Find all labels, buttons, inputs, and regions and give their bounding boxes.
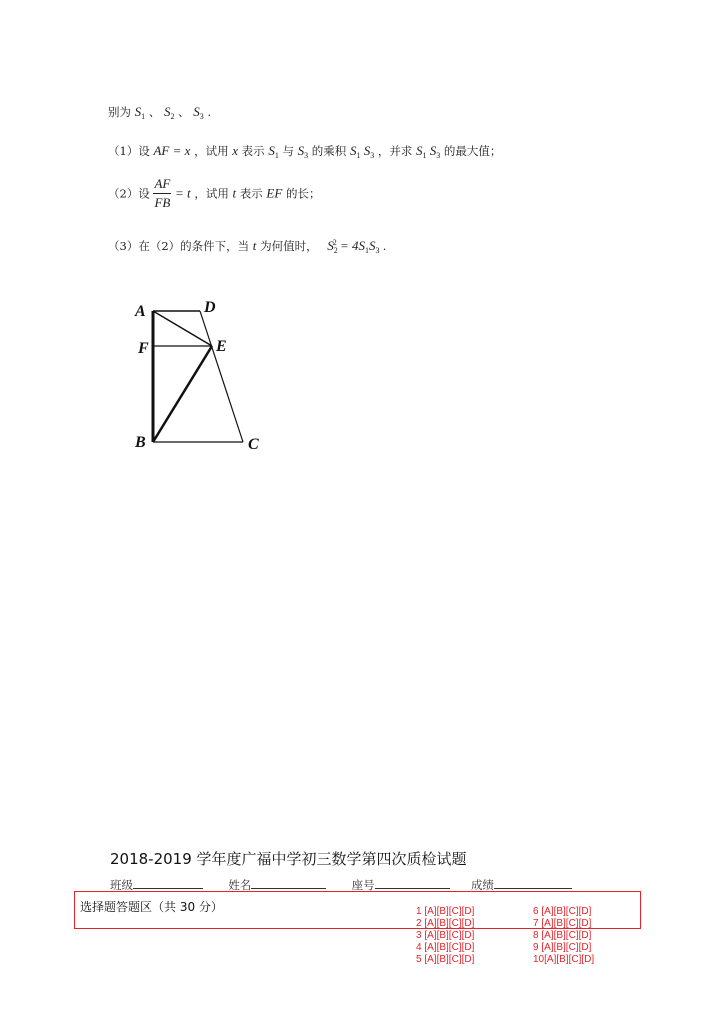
answer-option-row[interactable]: 9 [A][B][C][D] [533, 942, 592, 953]
q3-t: t [252, 238, 257, 253]
label-b: B [135, 434, 146, 451]
label-a: A [135, 303, 146, 320]
answer-option-row[interactable]: 2 [A][B][C][D] [416, 918, 475, 929]
q1-x: x [232, 143, 239, 158]
class-field[interactable] [133, 877, 203, 889]
q3-text: 为何值时， [260, 239, 318, 253]
q1-text: 与 [282, 144, 294, 158]
q2-text: 表示 [239, 186, 263, 201]
answer-option-row[interactable]: 6 [A][B][C][D] [533, 906, 592, 917]
q1-label: （1）设 [108, 144, 150, 158]
s2-symbol: $S_2$ [163, 104, 175, 121]
q1-text: 的最大值； [443, 144, 502, 158]
q1-text: ，试用 [194, 144, 229, 158]
q2-ef: EF [266, 185, 283, 201]
answer-option-row[interactable]: 5 [A][B][C][D] [416, 954, 475, 965]
answer-option-row[interactable]: 10[A][B][C][D] [533, 954, 595, 965]
separator: 、 [178, 105, 190, 119]
q2-eq-t: = t [175, 185, 191, 201]
separator: 、 [148, 105, 161, 119]
answer-option-row[interactable]: 8 [A][B][C][D] [533, 930, 592, 941]
q2-numerator: AF [153, 176, 171, 194]
exam-title: 2018-2019 学年度广福中学初三数学第四次质检试题 [110, 850, 467, 868]
score-label: 成绩 [470, 878, 494, 892]
q1-text: ，并求 [377, 144, 413, 158]
seat-field[interactable] [375, 877, 450, 889]
q3-equation: $S_2^2 = 4S_1S_3$ [327, 238, 380, 255]
answer-option-row[interactable]: 1 [A][B][C][D] [416, 906, 475, 917]
seat-label: 座号 [351, 878, 375, 892]
q1-s1: $S_1$ [268, 143, 279, 160]
answer-option-row[interactable]: 7 [A][B][C][D] [533, 918, 592, 929]
s3-symbol: $S_3$ [193, 104, 204, 121]
q2-text: 的长； [285, 186, 321, 201]
q1-s1s3-product: $S_1$ $S_3$ [349, 143, 375, 160]
label-f: F [138, 340, 149, 357]
class-label: 班级 [110, 878, 133, 892]
q2-fraction [153, 176, 171, 211]
answer-column-2 [533, 906, 594, 966]
answer-area-label: 选择题答题区（共 30 分） [80, 900, 223, 914]
q2-text: ，试用 [194, 186, 229, 201]
answer-option-row[interactable]: 4 [A][B][C][D] [416, 942, 475, 953]
q1-s3: $S_3$ [297, 143, 309, 160]
q1-text: 表示 [241, 144, 265, 158]
question-1 [108, 143, 501, 159]
q2-label: （2）设 [108, 186, 150, 201]
q2-t: t [232, 185, 237, 201]
score-field[interactable] [494, 877, 572, 889]
q3-text: （3）在（2）的条件下，当 [108, 239, 250, 253]
question-3 [108, 238, 386, 254]
period: . [207, 105, 212, 119]
name-field[interactable] [251, 877, 326, 889]
answer-column-1 [416, 906, 474, 966]
question-2 [108, 176, 320, 211]
q2-denominator: FB [154, 195, 171, 210]
q1-af-eq: AF = x [153, 143, 191, 158]
s1-symbol: $S_1$ [134, 104, 146, 121]
problem-intro-line [108, 104, 211, 120]
segment-ae [153, 311, 212, 346]
segment-dc [200, 311, 243, 442]
label-d: D [204, 299, 216, 316]
name-label: 姓名 [228, 878, 252, 892]
q1-s1s3-max: $S_1$ $S_3$ [416, 143, 441, 160]
intro-text: 别为 [108, 105, 131, 119]
label-e: E [216, 338, 227, 355]
label-c: C [248, 436, 259, 453]
trapezoid-figure [130, 292, 270, 457]
q1-text: 的乘积 [311, 144, 347, 158]
segment-be [153, 346, 212, 442]
answer-option-row[interactable]: 3 [A][B][C][D] [416, 930, 475, 941]
period: . [382, 239, 387, 253]
